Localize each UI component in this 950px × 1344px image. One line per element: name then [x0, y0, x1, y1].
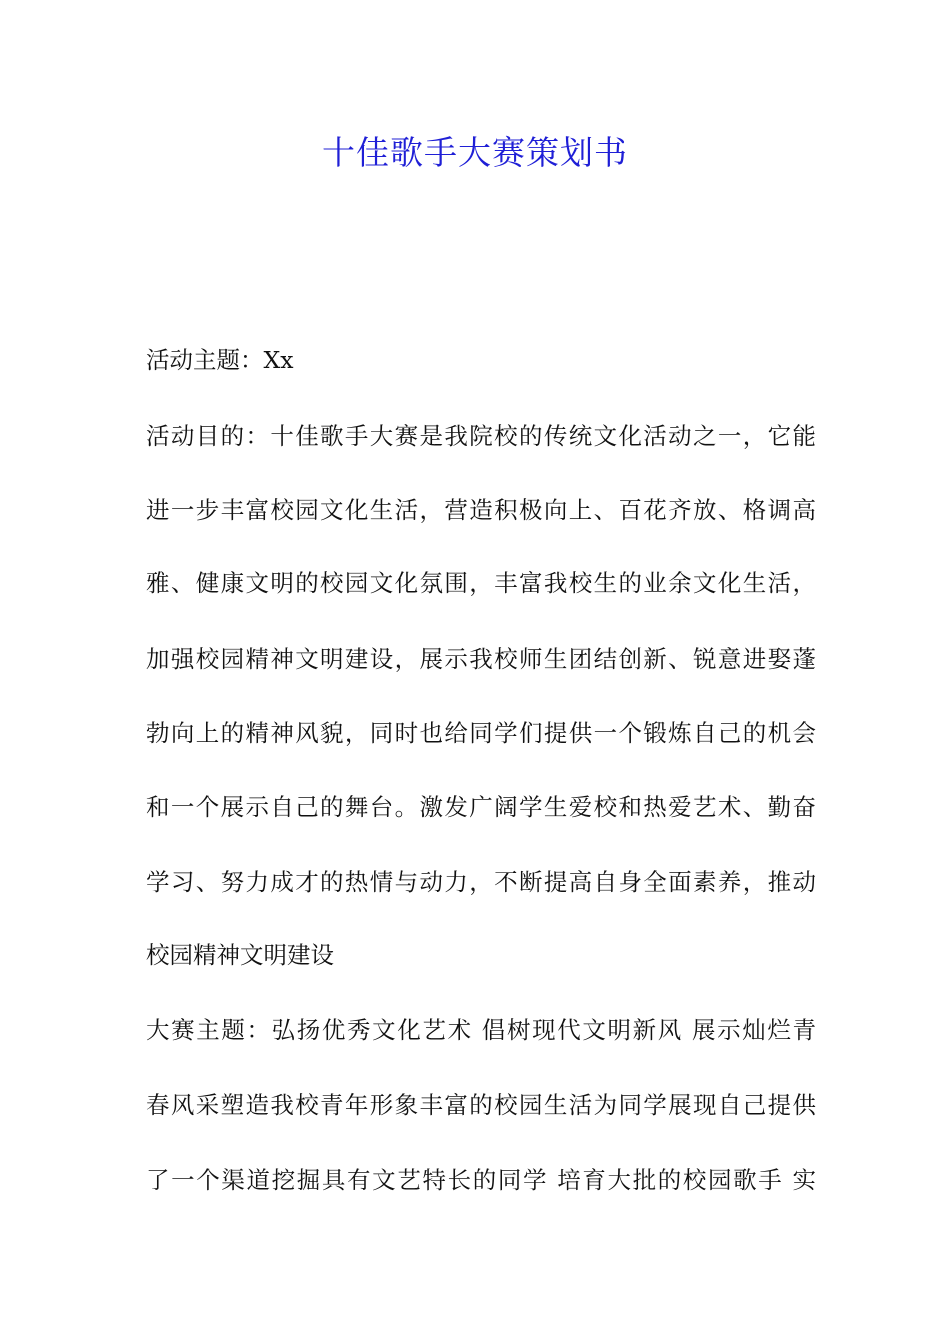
- document-title: 十佳歌手大赛策划书: [322, 133, 628, 172]
- text-line-purpose-3: 雅、健康文明的校园文化氛围，丰富我校生的业余文化生活，: [146, 569, 816, 597]
- text-line-contest-theme-2: 春风采塑造我校青年形象丰富的校园生活为同学展现自己提供: [146, 1091, 816, 1119]
- text-line-purpose-1: 活动目的：十佳歌手大赛是我院校的传统文化活动之一，它能: [146, 422, 816, 450]
- text-line-purpose-8: 校园精神文明建设: [146, 941, 334, 969]
- text-line-contest-theme-1: 大赛主题：弘扬优秀文化艺术 倡树现代文明新风 展示灿烂青: [146, 1016, 816, 1044]
- text-line-purpose-6: 和一个展示自己的舞台。激发广阔学生爱校和热爱艺术、勤奋: [146, 793, 816, 821]
- text-line-contest-theme-3: 了一个渠道挖掘具有文艺特长的同学 培育大批的校园歌手 实: [146, 1166, 816, 1194]
- text-line-purpose-2: 进一步丰富校园文化生活，营造积极向上、百花齐放、格调高: [146, 496, 816, 524]
- text-line-purpose-7: 学习、努力成才的热情与动力，不断提高自身全面素养，推动: [146, 868, 816, 896]
- text-line-purpose-5: 勃向上的精神风貌，同时也给同学们提供一个锻炼自己的机会: [146, 719, 816, 747]
- text-line-purpose-4: 加强校园精神文明建设，展示我校师生团结创新、锐意进娶蓬: [146, 645, 816, 673]
- text-line-theme: 活动主题：Xx: [146, 346, 294, 374]
